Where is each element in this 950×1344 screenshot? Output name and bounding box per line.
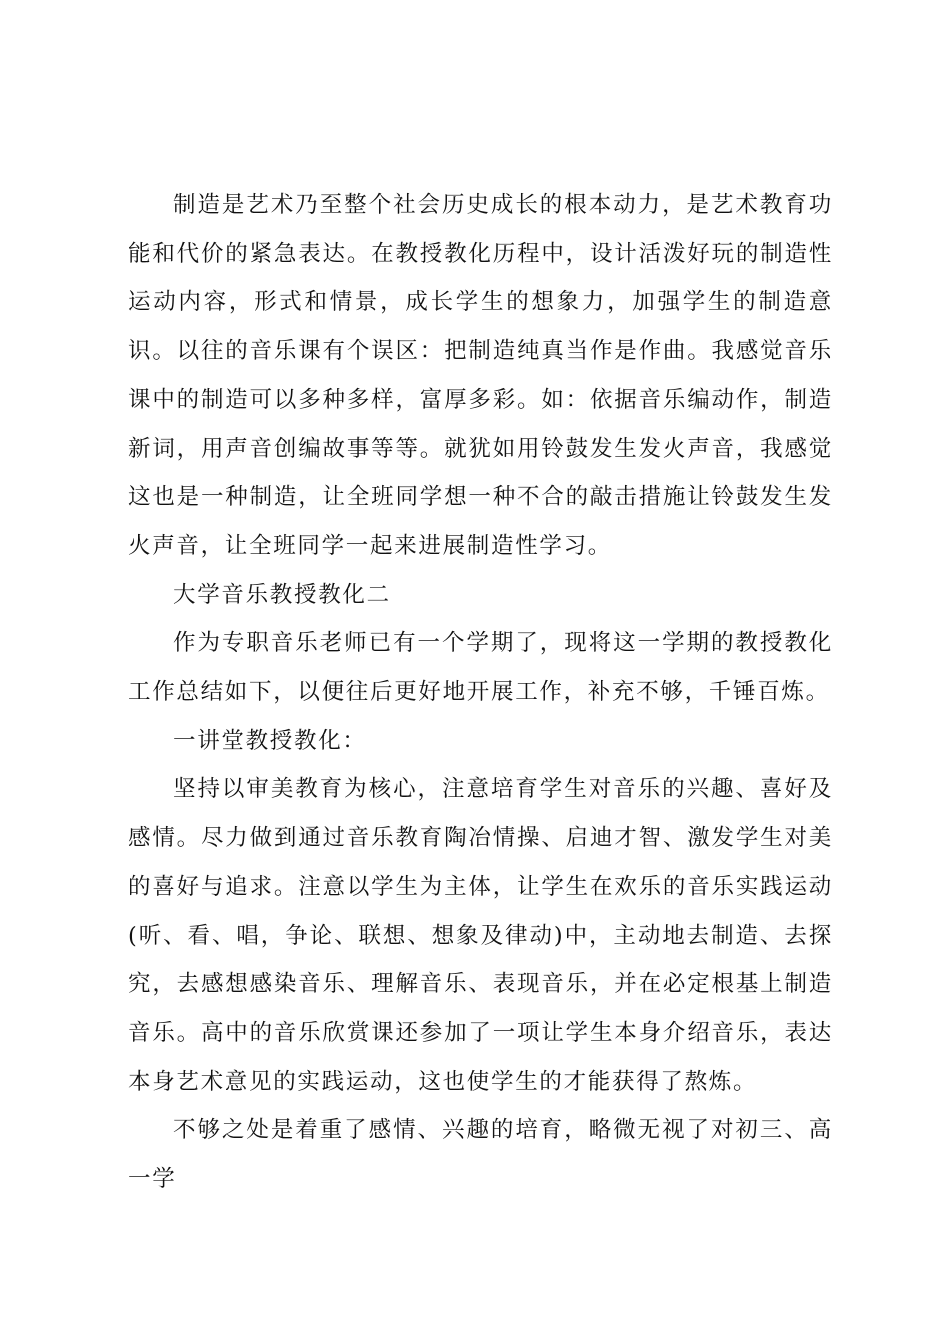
document-body (128, 181, 833, 1204)
section-heading-music-teaching-two: 大学音乐教授教化二 (173, 581, 391, 608)
paragraph-creativity: 制造是艺术乃至整个社会历史成长的根本动力，是艺术教育功能和代价的紧急表达。在教授教化历程中，设计活泼好玩的制造性运动内容，形式和情景，成长学生的想象力，加强学生的制造意识。以往的音乐课有个误区：把制造纯真当作是作曲。我感觉音乐课中的制造可以多种多样，富厚多彩。如：依据音乐编动作，制造新词，用声音创编故事等等。就犹如用铃鼓发生发火声音，我感觉这也是一种制造，让全班同学想一种不合的敲击措施让铃鼓发生发火声音，让全班同学一起来进展制造性学习。 (128, 192, 833, 559)
paragraph-introduction: 作为专职音乐老师已有一个学期了，现将这一学期的教授教化工作总结如下，以便往后更好地开展工作，补充不够，千锤百炼。 (128, 630, 833, 706)
paragraph-shortcomings: 不够之处是着重了感情、兴趣的培育，略微无视了对初三、高一学 (128, 1117, 833, 1193)
paragraph-aesthetic-education: 坚持以审美教育为核心，注意培育学生对音乐的兴趣、喜好及感情。尽力做到通过音乐教育陶冶情操、启迪才智、激发学生对美的喜好与追求。注意以学生为主体，让学生在欢乐的音乐实践运动(听、看、唱，争论、联想、想象及律动)中，主动地去制造、去探究，去感想感染音乐、理解音乐、表现音乐，并在必定根基上制造音乐。高中的音乐欣赏课还参加了一项让学生本身介绍音乐，表达本身艺术意见的实践运动，这也使学生的才能获得了熬炼。 (128, 776, 833, 1095)
subheading-classroom-teaching: 一讲堂教授教化： (173, 727, 367, 754)
